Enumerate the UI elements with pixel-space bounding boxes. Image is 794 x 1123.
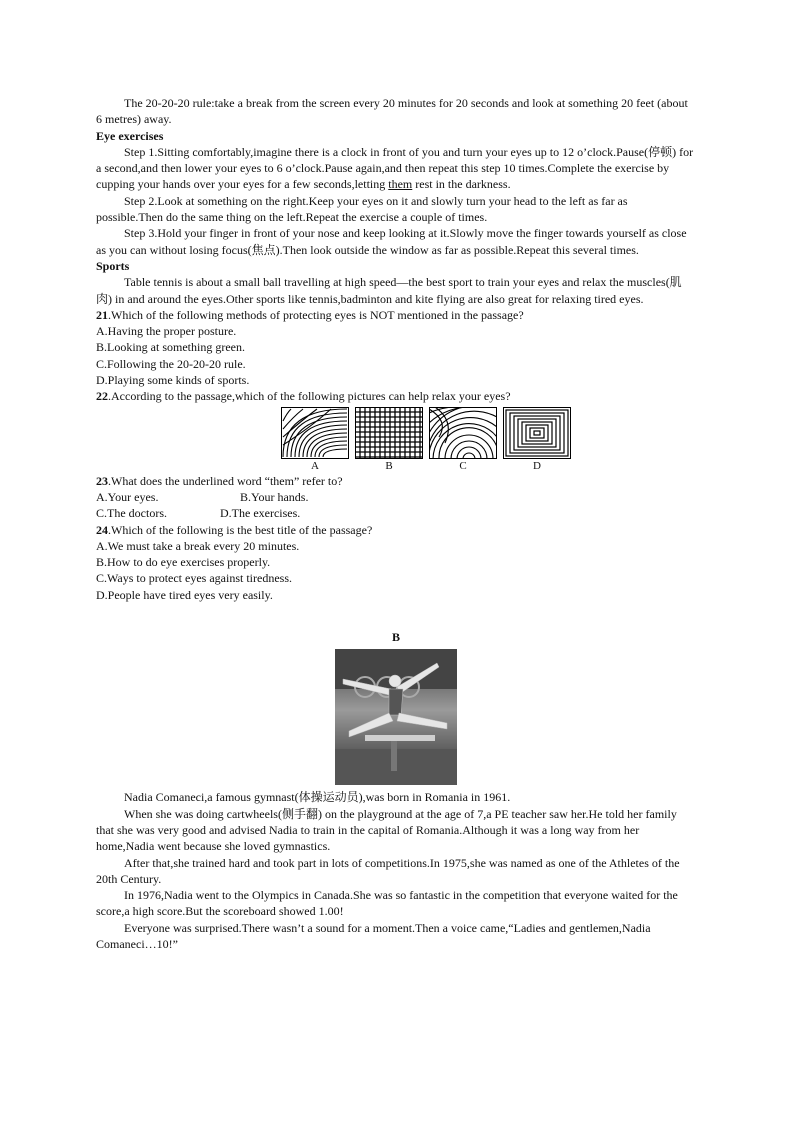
- question-24: [96, 522, 696, 538]
- picture-label: C: [459, 459, 467, 472]
- question-stem: .Which of the following methods of protecting eyes is NOT mentioned in the passage?: [108, 307, 524, 322]
- picture-label: D: [533, 459, 541, 472]
- options-23-row1: [96, 489, 696, 505]
- question-number: 22: [96, 389, 108, 404]
- question-number: 24: [96, 522, 108, 537]
- step2-paragraph: Step 2.Look at something on the right.Keep your eyes on it and slowly turn your head to the left as far as possible.Then do the same thing on the left.Repeat the exercise a couple of times.: [96, 193, 628, 225]
- sports-paragraph: Table tennis is about a small ball travelling at high speed—the best sport to train your eyes and relax the muscles(肌肉) in and around the eyes.Other sports like tennis,badminton and kite flying are also great for relaxing tired eyes.: [96, 275, 682, 306]
- option-21-b: B.Looking at something green.: [96, 340, 245, 355]
- step3-paragraph: Step 3.Hold your finger in front of your nose and keep looking at it.Slowly move the finger towards yourself as close as you can without losing focus(焦点).Then look outside the window as far as possible.Repeat this several times.: [96, 226, 687, 257]
- option-24-c: C.Ways to protect eyes against tiredness.: [96, 571, 292, 586]
- picture-label: A: [311, 459, 319, 472]
- concentric-squares-image: [503, 407, 571, 459]
- picture-option-c: [429, 407, 497, 473]
- curved-lines-pattern-image: [281, 407, 349, 459]
- sports-heading: Sports: [96, 258, 130, 273]
- eye-exercises-heading: Eye exercises: [96, 128, 164, 143]
- picture-option-d: [503, 407, 571, 473]
- section-b-paragraph-4: In 1976,Nadia went to the Olympics in Canada.She was so fantastic in the competition that everyone waited for the score,a high score.But the scoreboard showed 1.00!: [96, 888, 678, 919]
- question-number: 23: [96, 473, 108, 488]
- option-23-b: B.Your hands.: [240, 489, 309, 504]
- question-number: 21: [96, 307, 108, 322]
- section-b-paragraph-2: When she was doing cartwheels(侧手翻) on the playground at the age of 7,a PE teacher saw her.He told her family that she was very good and advised Nadia to train in the capital of Romania.Although it was a long way from her home,Nadia went because she loved gymnastics.: [96, 806, 677, 854]
- option-21-a: A.Having the proper posture.: [96, 324, 237, 339]
- option-21-c: C.Following the 20-20-20 rule.: [96, 356, 246, 371]
- picture-option-a: [281, 407, 349, 473]
- picture-options: [96, 407, 696, 473]
- underlined-word-them: them: [388, 177, 413, 192]
- gymnast-photo: [96, 649, 696, 785]
- question-stem: .What does the underlined word “them” refer to?: [108, 473, 343, 488]
- question-stem: .According to the passage,which of the following pictures can help relax your eyes?: [108, 389, 511, 404]
- step1-paragraph: [96, 144, 696, 193]
- question-21: [96, 307, 696, 323]
- option-23-d: D.The exercises.: [220, 506, 301, 521]
- rule-paragraph: The 20-20-20 rule:take a break from the screen every 20 minutes for 20 seconds and look at something 20 feet (about 6 metres) away.: [96, 96, 688, 127]
- section-b-paragraph-3: After that,she trained hard and took part in lots of competitions.In 1975,she was named as one of the Athletes of the 20th Century.: [96, 855, 680, 886]
- picture-option-b: [355, 407, 423, 473]
- options-23-row2: [96, 505, 696, 521]
- section-b-paragraph-1: Nadia Comaneci,a famous gymnast(体操运动员),was born in Romania in 1961.: [124, 790, 511, 805]
- option-24-b: B.How to do eye exercises properly.: [96, 555, 271, 570]
- step1-text-b: rest in the darkness.: [412, 177, 511, 192]
- option-24-d: D.People have tired eyes very easily.: [96, 587, 273, 602]
- step1-text-a: Step 1.Sitting comfortably,imagine there is a clock in front of you and turn your eyes up to 12 o’clock.Pause(停顿) for a second,and then lower your eyes to 6 o’clock.Pause again,and then repeat this step 10 times.Complete the exercise by cupping your hands over your eyes for a few seconds,letting: [96, 144, 694, 192]
- page-content: [96, 95, 696, 952]
- question-23: [96, 473, 696, 489]
- section-b-heading: B: [391, 630, 400, 645]
- picture-label: B: [385, 459, 393, 472]
- option-23-c: C.The doctors.: [96, 506, 167, 521]
- option-24-a: A.We must take a break every 20 minutes.: [96, 538, 300, 553]
- wave-pattern-image: [429, 407, 497, 459]
- option-21-d: D.Playing some kinds of sports.: [96, 373, 250, 388]
- section-b-paragraph-5: Everyone was surprised.There wasn’t a sound for a moment.Then a voice came,“Ladies and gentlemen,Nadia Comaneci…10!”: [96, 920, 651, 951]
- grid-pattern-image: [355, 407, 423, 459]
- question-stem: .Which of the following is the best title of the passage?: [108, 522, 373, 537]
- question-22: [96, 388, 696, 404]
- gymnast-photo-image: [335, 649, 457, 785]
- option-23-a: A.Your eyes.: [96, 489, 159, 504]
